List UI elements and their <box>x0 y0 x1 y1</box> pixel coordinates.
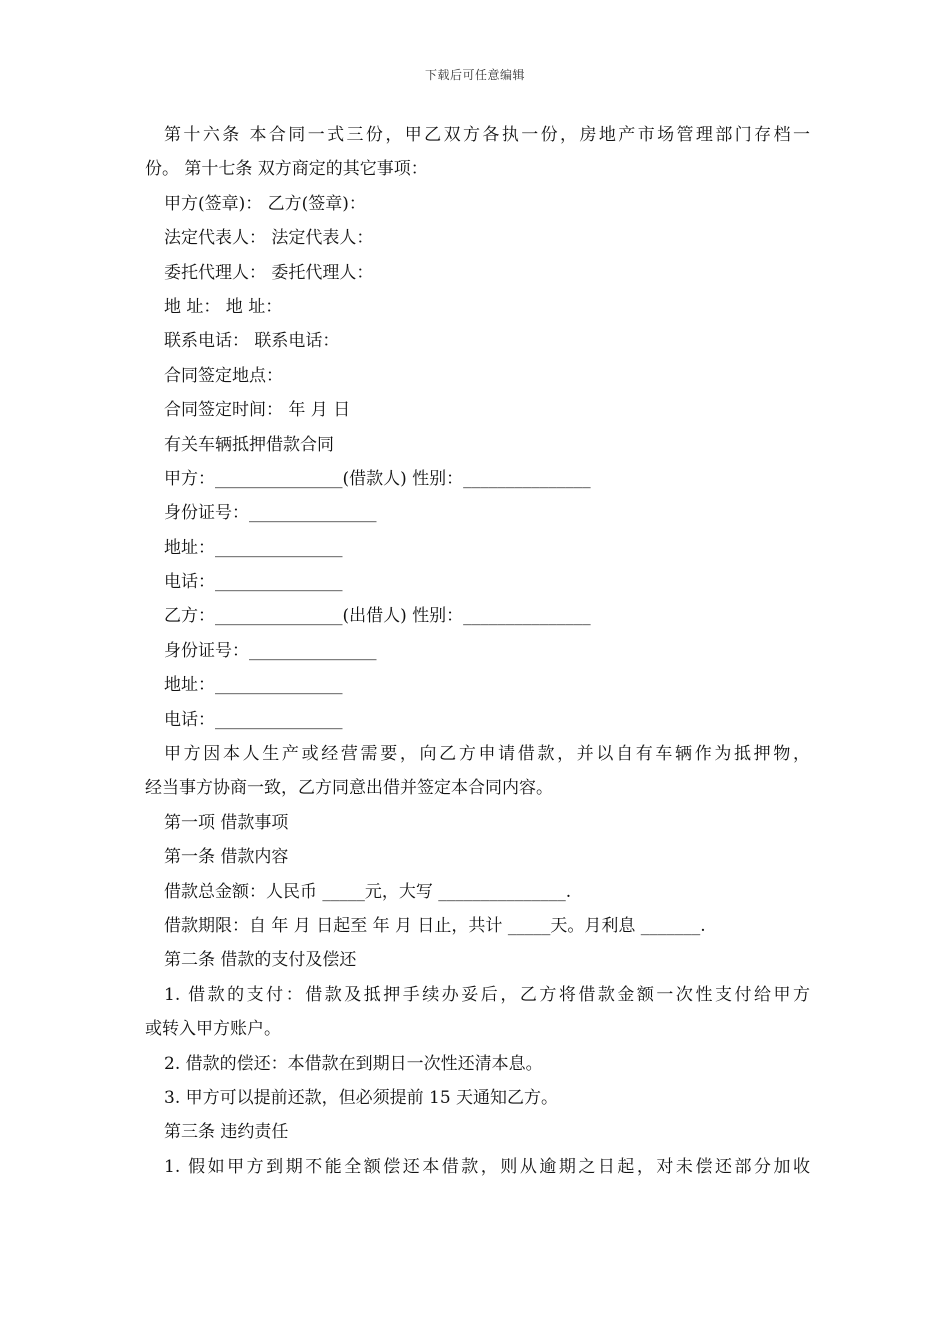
document-line: 乙方：_______________(出借人) 性别：_______________ <box>164 606 591 627</box>
document-line: 地 址： 地 址： <box>164 296 283 317</box>
document-line: 有关车辆抵押借款合同 <box>164 434 334 455</box>
document-line: 地址：_______________ <box>164 675 343 696</box>
document-line: 借款期限：自 年 月 日起至 年 月 日止，共计 _____天。月利息 _______. <box>164 915 706 936</box>
document-line: 身份证号：_______________ <box>164 640 377 661</box>
document-line: 第十六条 本合同一式三份，甲乙双方各执一份，房地产市场管理部门存档一 <box>164 125 810 145</box>
document-line: 法定代表人： 法定代表人： <box>164 228 374 249</box>
document-line: 1. 借款的支付：借款及抵押手续办妥后，乙方将借款金额一次性支付给甲方 <box>164 984 810 1005</box>
document-line: 第三条 违约责任 <box>164 1122 289 1143</box>
document-line: 份。 第十七条 双方商定的其它事项： <box>145 159 428 180</box>
document-line: 借款总金额：人民币 _____元，大写 _______________. <box>164 881 572 902</box>
document-line: 3. 甲方可以提前还款，但必须提前 15 天通知乙方。 <box>164 1087 559 1108</box>
document-line: 合同签定地点： <box>164 365 283 386</box>
document-line: 第二条 借款的支付及偿还 <box>164 950 357 971</box>
document-line: 地址：_______________ <box>164 537 343 558</box>
document-body <box>145 118 810 1184</box>
document-line: 身份证号：_______________ <box>164 503 377 524</box>
page-header: 下载后可任意编辑 <box>424 68 525 82</box>
document-line: 1. 假如甲方到期不能全额偿还本借款，则从逾期之日起，对未偿还部分加收 <box>164 1156 810 1177</box>
document-line: 或转入甲方账户。 <box>145 1019 281 1040</box>
document-line: 电话：_______________ <box>164 572 343 593</box>
document-line: 合同签定时间： 年 月 日 <box>164 400 351 421</box>
document-line: 2. 借款的偿还：本借款在到期日一次性还清本息。 <box>164 1053 543 1074</box>
document-line: 委托代理人： 委托代理人： <box>164 262 374 283</box>
document-line: 第一条 借款内容 <box>164 847 289 868</box>
document-line: 经当事方协商一致，乙方同意出借并签定本合同内容。 <box>145 778 553 799</box>
document-line: 电话：_______________ <box>164 709 343 730</box>
document-line: 甲方：_______________(借款人) 性别：_______________ <box>164 468 591 489</box>
document-line: 联系电话： 联系电话： <box>164 331 340 352</box>
document-line: 第一项 借款事项 <box>164 812 289 833</box>
document-line: 甲方因本人生产或经营需要，向乙方申请借款，并以自有车辆作为抵押物， <box>164 744 810 765</box>
document-line: 甲方(签章)： 乙方(签章)： <box>164 193 366 214</box>
